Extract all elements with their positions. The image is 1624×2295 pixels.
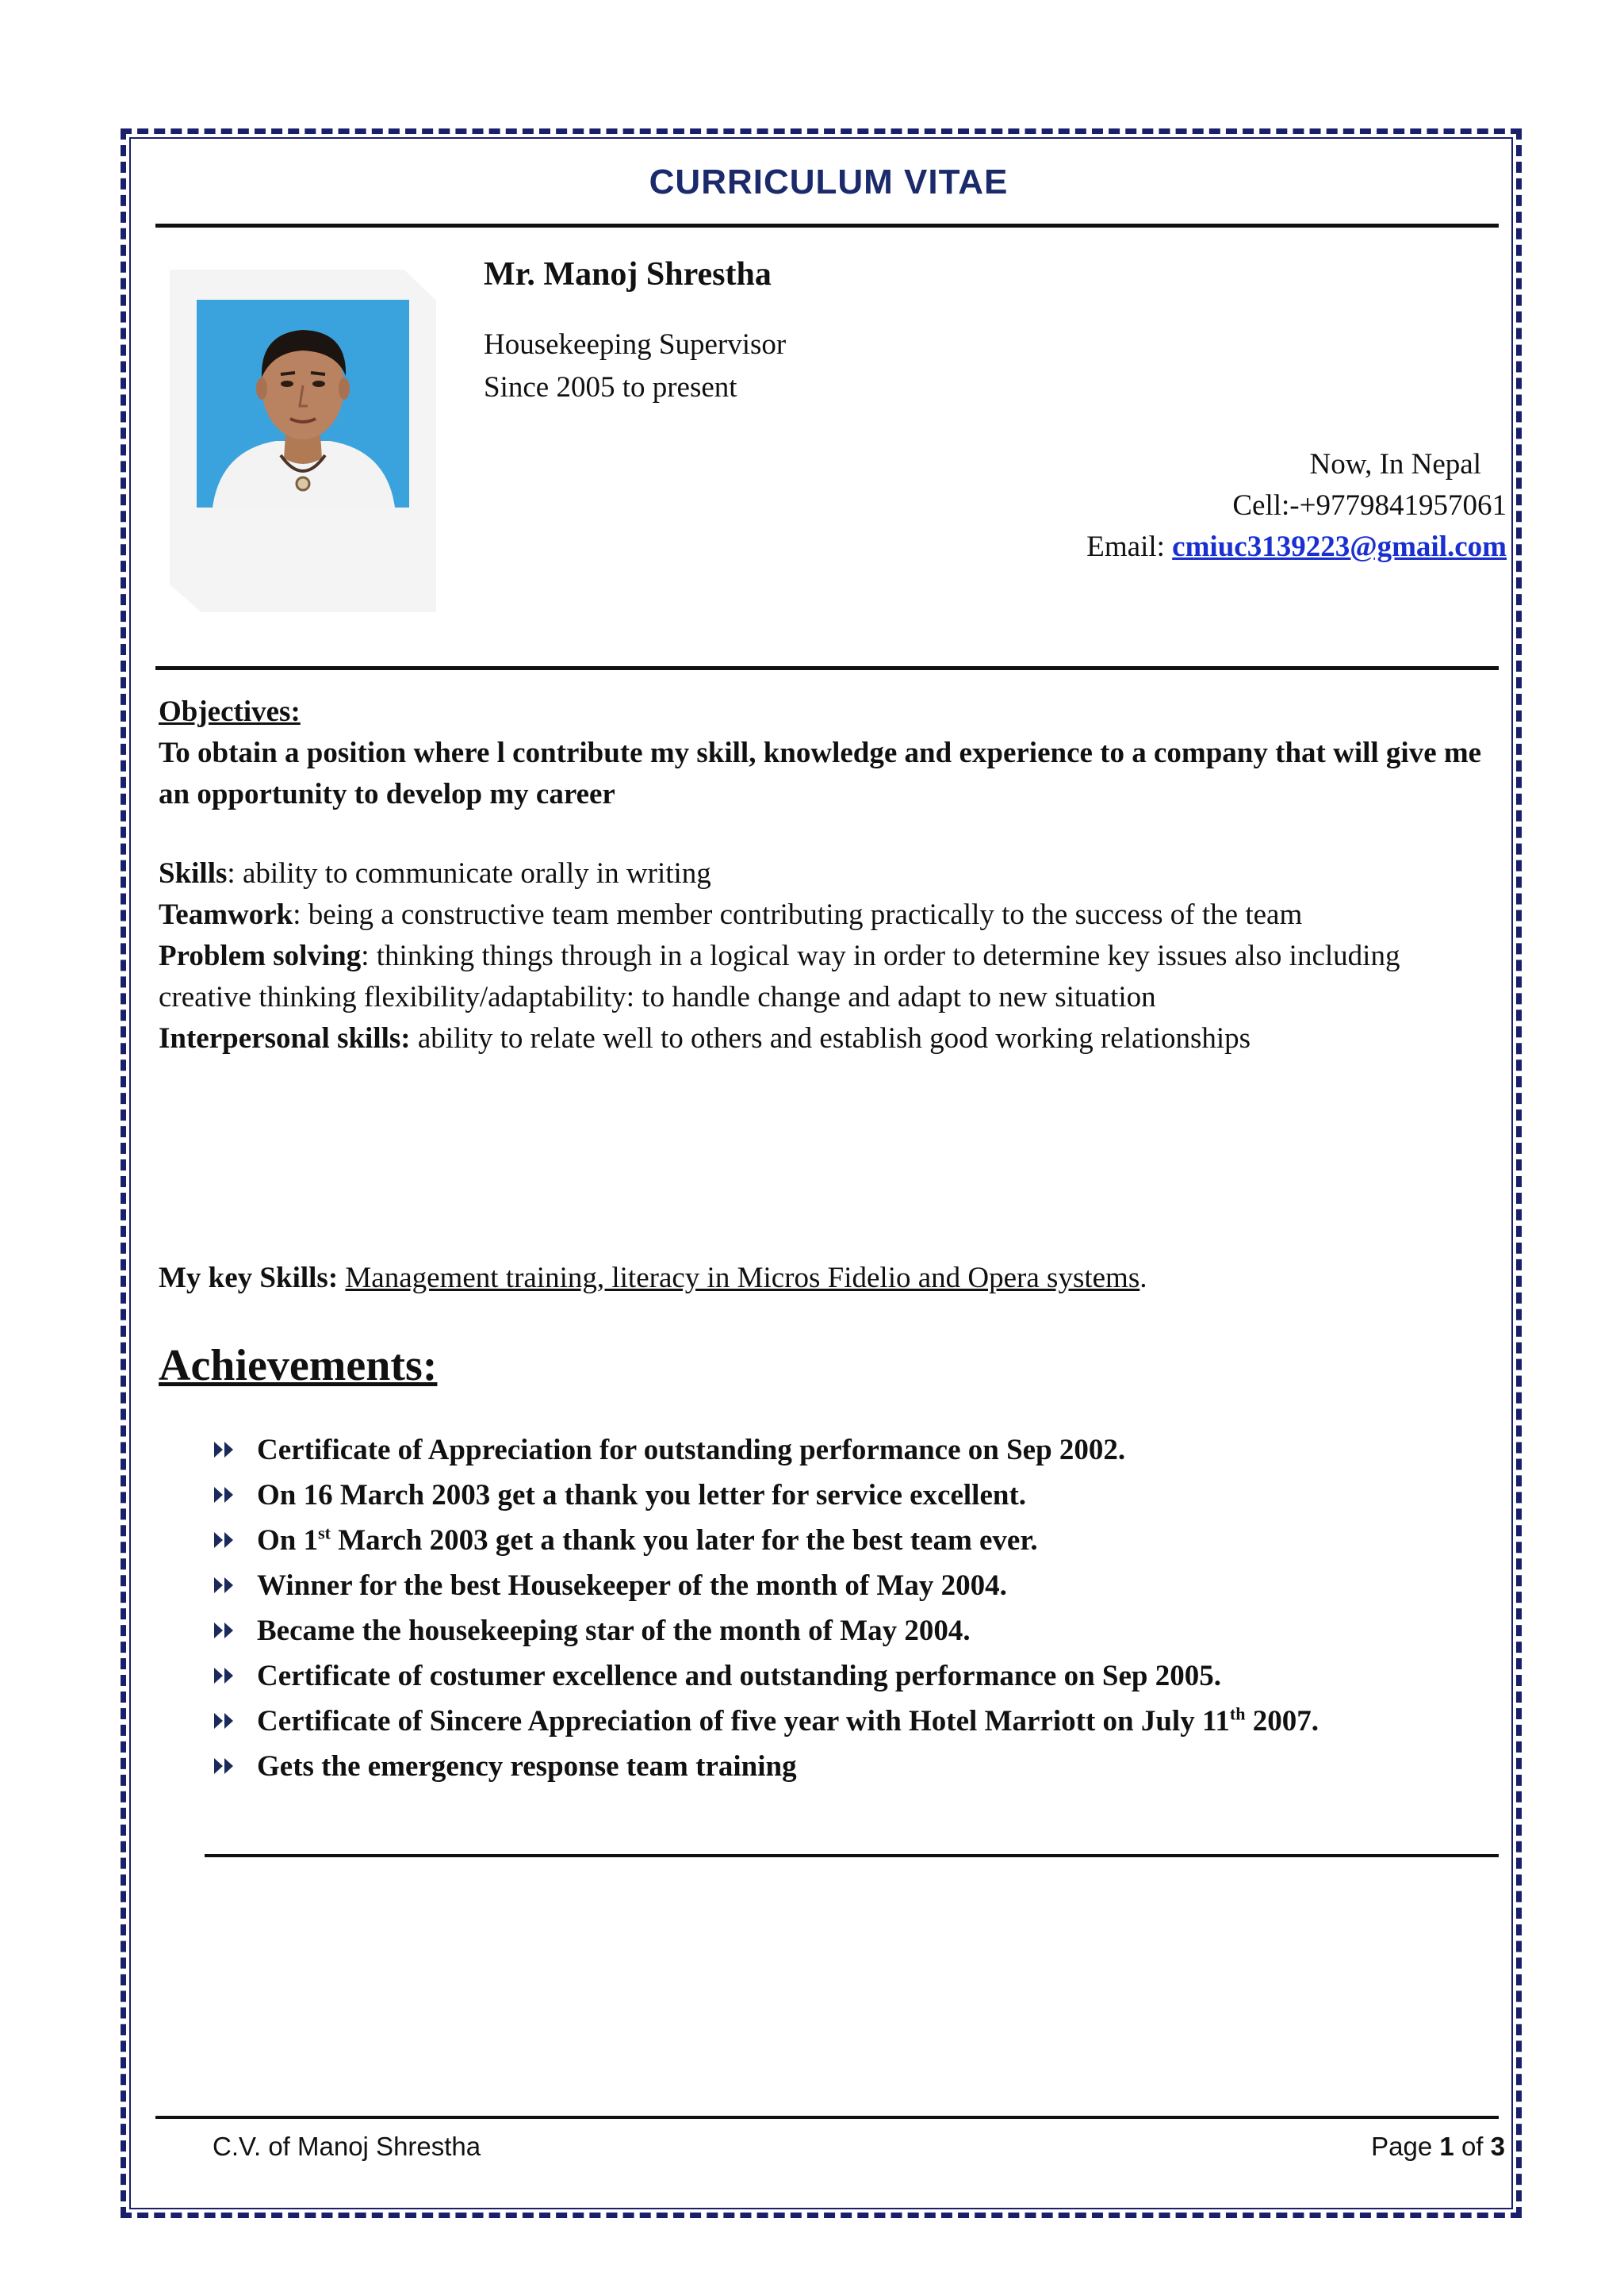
skill-label: Problem solving: [159, 940, 362, 972]
skill-text: thinking things through in a logical way in order to determine key issues also including creative thinking flexibility/adaptability: to handle change and adapt to new situation: [159, 940, 1400, 1013]
skills-section: [159, 853, 1499, 1059]
contact-block: [1086, 444, 1507, 568]
achievement-text-cont: March 2003 get a thank you later for the best team ever.: [331, 1524, 1038, 1557]
skill-text: being a constructive team member contributing practically to the success of the team: [308, 898, 1303, 931]
document-title: CURRICULUM VITAE: [649, 163, 1009, 201]
email-label: Email:: [1086, 531, 1173, 563]
footer-divider: [155, 2116, 1499, 2119]
achievement-text: Winner for the best Housekeeper of the month of May 2004.: [257, 1569, 1007, 1602]
objectives-heading: Objectives:: [159, 695, 301, 728]
job-title: Housekeeping Supervisor: [484, 328, 787, 361]
skill-label: Interpersonal skills:: [159, 1022, 411, 1055]
achievements-heading: Achievements:: [159, 1341, 438, 1390]
double-arrow-icon: [213, 1576, 236, 1595]
list-item: [213, 1744, 1497, 1789]
ordinal-suffix: th: [1229, 1703, 1246, 1724]
double-arrow-icon: [213, 1711, 236, 1730]
of-label: of: [1454, 2132, 1491, 2161]
achievement-text: Certificate of Appreciation for outstanding performance on Sep 2002.: [257, 1434, 1126, 1466]
achievement-text-cont: 2007.: [1245, 1705, 1319, 1738]
email-link[interactable]: cmiuc3139223@gmail.com: [1172, 531, 1507, 563]
skill-label: Skills: [159, 857, 228, 890]
candidate-name: Mr. Manoj Shrestha: [484, 256, 772, 293]
location: Now, In Nepal: [1309, 448, 1481, 481]
skill-item: [159, 1018, 1499, 1059]
profile-photo: [197, 300, 409, 508]
double-arrow-icon: [213, 1531, 236, 1550]
achievement-text: On 16 March 2003 get a thank you letter for service excellent.: [257, 1479, 1027, 1511]
objectives-section: [159, 692, 1499, 815]
double-arrow-icon: [213, 1485, 236, 1504]
skill-item: [159, 853, 1499, 895]
current-page: 1: [1439, 2132, 1454, 2161]
skill-separator: :: [227, 857, 243, 890]
header-divider: [155, 666, 1499, 670]
skill-text: ability to communicate orally in writing: [242, 857, 711, 890]
list-item: [213, 1427, 1497, 1473]
key-skills-line: [159, 1258, 1499, 1299]
objectives-text: To obtain a position where l contribute my skill, knowledge and experience to a company that will give me an opportunity to develop my career: [159, 737, 1482, 810]
achievement-text: Gets the emergency response team training: [257, 1750, 797, 1783]
ordinal-suffix: st: [318, 1523, 331, 1543]
profile-photo-frame: [170, 270, 436, 612]
achievement-text: Became the housekeeping star of the month of May 2004.: [257, 1615, 971, 1647]
skill-item: [159, 936, 1499, 1018]
double-arrow-icon: [213, 1440, 236, 1459]
title-divider: [155, 224, 1499, 228]
candidate-role: [484, 324, 786, 409]
skill-separator: :: [293, 898, 308, 931]
list-item: [213, 1563, 1497, 1608]
key-skills-value: Management training, literacy in Micros Fidelio and Opera systems: [345, 1262, 1140, 1294]
skill-text: ability to relate well to others and establish good working relationships: [417, 1022, 1251, 1055]
employment-period: Since 2005 to present: [484, 371, 737, 404]
achievement-text: Certificate of costumer excellence and outstanding performance on Sep 2005.: [257, 1660, 1221, 1692]
portrait-illustration: [197, 300, 409, 508]
achievement-text: Certificate of Sincere Appreciation of five year with Hotel Marriott on July 11: [257, 1705, 1230, 1738]
key-skills-label: My key Skills:: [159, 1262, 346, 1294]
list-item: [213, 1473, 1497, 1518]
double-arrow-icon: [213, 1666, 236, 1685]
total-pages: 3: [1490, 2132, 1505, 2161]
skill-separator: [411, 1022, 418, 1055]
achievements-list: [213, 1427, 1497, 1789]
achievements-divider: [205, 1854, 1499, 1857]
footer-page-number: [1371, 2132, 1505, 2162]
cell-number: Cell:-+9779841957061: [1232, 489, 1507, 522]
email-line: [1086, 527, 1507, 568]
list-item: [213, 1608, 1497, 1653]
achievement-text: On 1: [257, 1524, 319, 1557]
skill-label: Teamwork: [159, 898, 293, 931]
list-item: [213, 1653, 1497, 1699]
page-label: Page: [1371, 2132, 1440, 2161]
skill-item: [159, 895, 1499, 936]
list-item: [213, 1699, 1497, 1744]
double-arrow-icon: [213, 1757, 236, 1776]
double-arrow-icon: [213, 1621, 236, 1640]
list-item: [213, 1518, 1497, 1563]
footer-document-name: C.V. of Manoj Shrestha: [213, 2132, 481, 2161]
key-skills-end: .: [1139, 1262, 1147, 1294]
skill-separator: :: [361, 940, 377, 972]
